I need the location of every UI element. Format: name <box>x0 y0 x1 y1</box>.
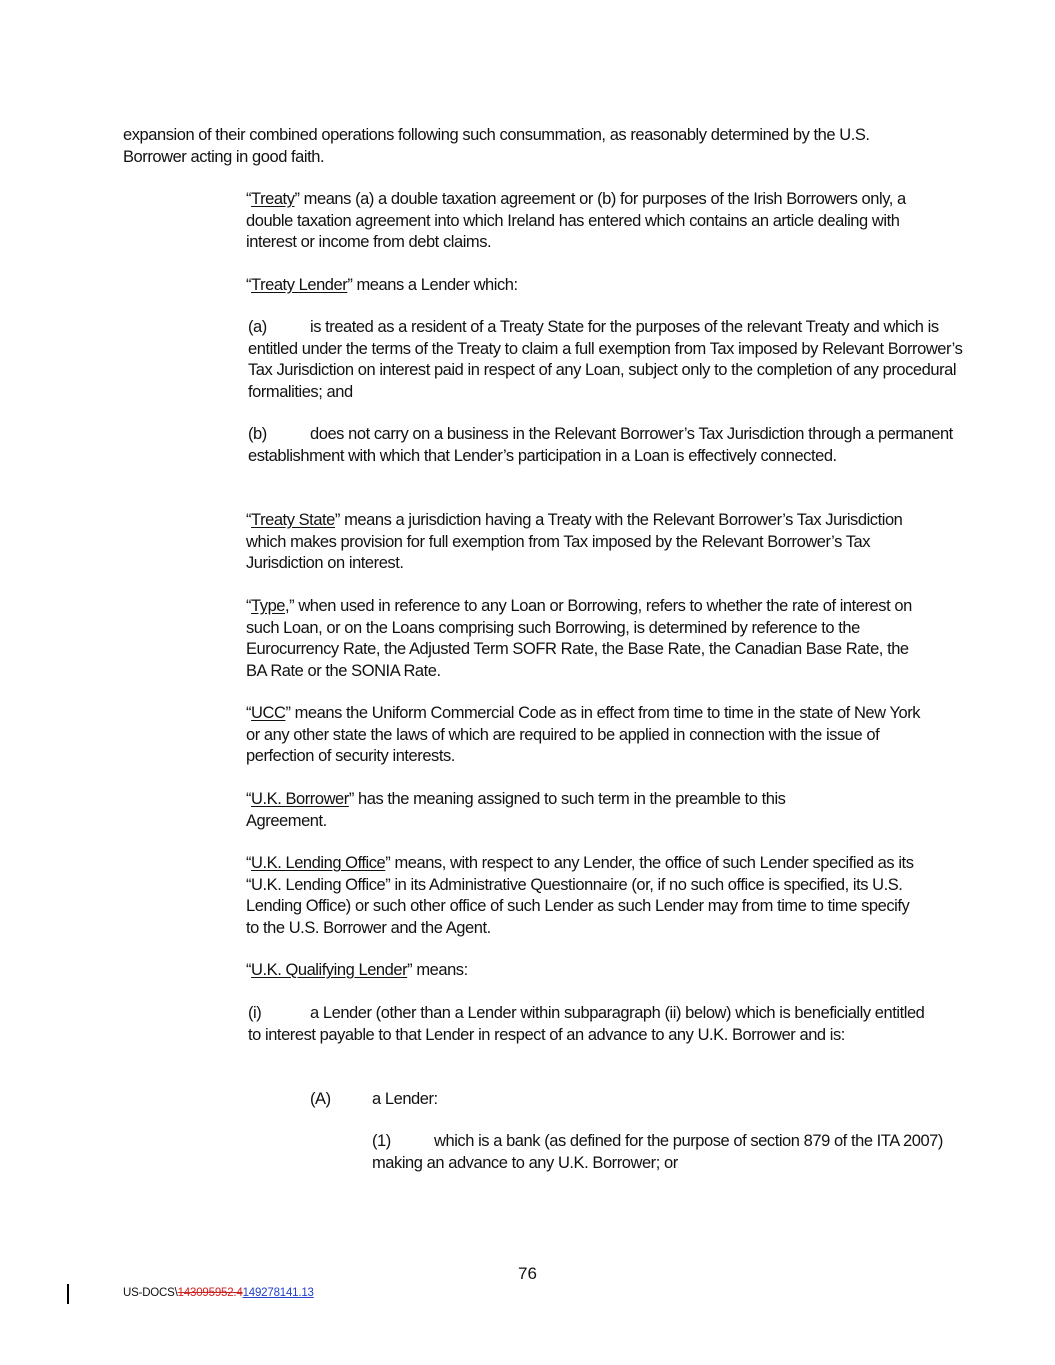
clause-marker: (a) <box>248 318 267 336</box>
definition-uk-borrower <box>123 789 861 832</box>
definition-treaty-state <box>123 510 923 575</box>
defined-term-uk-qualifying-lender: U.K. Qualifying Lender <box>251 961 408 979</box>
definition-type <box>123 596 923 683</box>
defined-term-treaty-state: Treaty State <box>251 511 335 529</box>
uk-qualifying-lender-clause-1 <box>310 1131 972 1174</box>
definition-text: ” has the meaning assigned to such term in the preamble to this Agreement. <box>246 790 786 830</box>
uk-qualifying-lender-clause-A <box>310 1089 910 1111</box>
open-quote: “ <box>246 854 252 872</box>
definition-text: ” means the Uniform Commercial Code as in effect from time to time in the state of New York or any other state the laws of which are required to be applied in connection with the issue of perfection of security interests. <box>246 704 921 766</box>
clause-marker: (1) <box>372 1132 391 1150</box>
defined-term-ucc: UCC <box>251 704 286 722</box>
change-bar <box>67 1284 69 1304</box>
definition-treaty-lender <box>123 275 923 297</box>
treaty-lender-clause-a <box>186 317 978 404</box>
intro-paragraph: expansion of their combined operations following such consummation, as reasonably determined by the U.S. Borrower acting in good faith. <box>123 126 870 166</box>
open-quote: “ <box>246 597 252 615</box>
open-quote: “ <box>246 190 252 208</box>
definition-text: ” means, with respect to any Lender, the office of such Lender specified as its “U.K. Lending Office” in its Administrative Questionnaire (or, if no such office is specified, its U.S. Lending Office) or such other office of such Lender as such Lender may from time to time specify to the U.S. Borrower and the Agent. <box>246 854 914 938</box>
clause-marker: (i) <box>248 1004 262 1022</box>
treaty-lender-clause-b <box>186 424 991 467</box>
defined-term-uk-lending-office: U.K. Lending Office <box>251 854 386 872</box>
open-quote: “ <box>246 704 252 722</box>
clause-text: a Lender: <box>372 1090 438 1108</box>
doc-id-inserted: 149278141.13 <box>242 1287 314 1299</box>
definition-ucc <box>123 703 923 768</box>
definition-treaty <box>123 189 923 254</box>
document-id-footer <box>123 1287 314 1299</box>
definition-text: ” means (a) a double taxation agreement or (b) for purposes of the Irish Borrowers only, a double taxation agreement into which Ireland has entered which contains an article dealing with interest or income from debt claims. <box>246 190 906 252</box>
clause-text: does not carry on a business in the Relevant Borrower’s Tax Jurisdiction through a permanent establishment with which that Lender’s participation in a Loan is effectively connected. <box>248 425 953 465</box>
open-quote: “ <box>246 276 252 294</box>
definition-uk-lending-office <box>123 853 923 940</box>
open-quote: “ <box>246 790 252 808</box>
definition-text: ,” when used in reference to any Loan or Borrowing, refers to whether the rate of interest on such Loan, or on the Loans comprising such Borrowing, is determined by reference to the Eurocurrency Rate, the Adjusted Term SOFR Rate, the Base Rate, the Canadian Base Rate, the BA Rate or the SONIA Rate. <box>246 597 912 681</box>
definition-text: ” means a Lender which: <box>347 276 518 294</box>
defined-term-type: Type <box>251 597 286 615</box>
clause-marker: (b) <box>248 425 267 443</box>
uk-qualifying-lender-clause-i <box>186 1003 940 1046</box>
definition-text: ” means: <box>407 961 468 979</box>
doc-id-prefix: US-DOCS\ <box>123 1287 178 1299</box>
defined-term-treaty: Treaty <box>251 190 295 208</box>
clause-text: is treated as a resident of a Treaty State for the purposes of the relevant Treaty and which is entitled under the terms of the Treaty to claim a full exemption from Tax imposed by Relevant Borrower’s Tax Jurisdiction on interest paid in respect of any Loan, subject only to the completion of any procedural formalities; and <box>248 318 963 402</box>
defined-term-treaty-lender: Treaty Lender <box>251 276 348 294</box>
definition-uk-qualifying-lender <box>123 960 923 982</box>
open-quote: “ <box>246 961 252 979</box>
clause-marker: (A) <box>310 1090 331 1108</box>
clause-text: a Lender (other than a Lender within subparagraph (ii) below) which is beneficially entitled to interest payable to that Lender in respect of an advance to any U.K. Borrower and is: <box>248 1004 925 1044</box>
page-number: 76 <box>518 1264 537 1283</box>
defined-term-uk-borrower: U.K. Borrower <box>251 790 349 808</box>
open-quote: “ <box>246 511 252 529</box>
doc-id-deleted: 143095952.4 <box>177 1287 243 1299</box>
clause-text: which is a bank (as defined for the purpose of section 879 of the ITA 2007) making an advance to any U.K. Borrower; or <box>372 1132 943 1172</box>
definition-text: ” means a jurisdiction having a Treaty with the Relevant Borrower’s Tax Jurisdiction which makes provision for full exemption from Tax imposed by the Relevant Borrower’s Tax Jurisdiction on interest. <box>246 511 903 573</box>
